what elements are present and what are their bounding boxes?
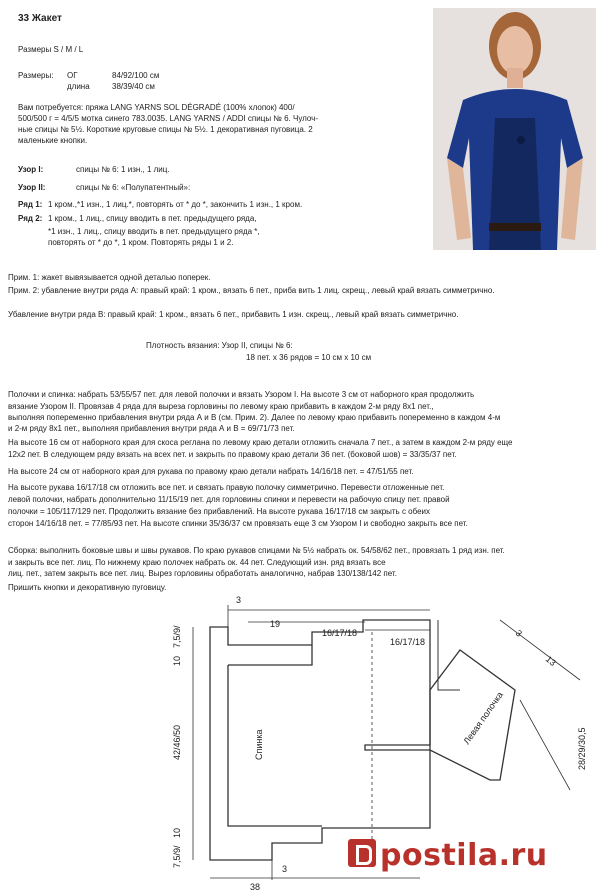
body-line: вязание Узором II. Провязав 4 ряда для выреза горловины по левому краю прибавить в каждом 2-м ряду 8x1 пет., bbox=[8, 402, 434, 411]
dim-7-5-9-bottom: 7,5/9/ bbox=[172, 845, 182, 868]
measure-label: Размеры: bbox=[18, 71, 54, 80]
row2-text: 1 кром., 1 лиц., спицу вводить в пет. предыдущего ряда, bbox=[48, 214, 257, 223]
dim-28-29-30-5: 28/29/30,5 bbox=[577, 727, 587, 770]
density-value: 18 пет. х 36 рядов = 10 см х 10 см bbox=[246, 353, 372, 362]
page-title: 33 Жакет bbox=[18, 13, 62, 24]
dim-19: 19 bbox=[270, 619, 281, 629]
note-3: Убавление внутри ряда В: правый край: 1 кром., вязать 6 пет., прибавить 1 изн. скрещ., левый край вязать симметрично. bbox=[8, 310, 459, 319]
dim-16-17-18-top: 16/17/18 bbox=[322, 628, 358, 638]
row1-text: 1 кром.,*1 изн., 1 лиц.*, повторять от * до *, закончить 1 изн., 1 кром. bbox=[48, 200, 303, 209]
body-line: 12x2 пет. В следующем ряду вязать на всех пет. и закрыть по правому краю детали 36 пет. (боковой шов) = 33/35/37 пет. bbox=[8, 450, 457, 459]
pattern1-label: Узор I: bbox=[18, 165, 44, 174]
assembly-line: Пришить кнопки и декоративную пуговицу. bbox=[8, 583, 167, 592]
body-line: На высоте рукава 16/17/18 см отложить все пет. и связать правую полочку симметрично. Перевести отложенные пет. bbox=[8, 483, 445, 492]
body-line: полочки = 105/117/129 пет. Продолжить вязание без прибавлений. На высоте рукава 16/17/18 см закрыть с обеих bbox=[8, 507, 431, 516]
materials-line: ные спицы № 5½. Короткие круговые спицы № 5½. 1 декоративная пуговица. 2 bbox=[18, 125, 313, 134]
dim-3-right: 3 bbox=[513, 627, 524, 639]
dim-38: 38 bbox=[250, 882, 261, 892]
dim-16-17-18-mid: 16/17/18 bbox=[390, 637, 426, 647]
dim-7-5-9-top: 7,5/9/ bbox=[172, 625, 182, 648]
body-line: левой полочки, набрать дополнительно 11/15/19 пет. для горловины спинки и перевести на рабочую спицу пет. правой bbox=[8, 495, 450, 504]
dim-3-top: 3 bbox=[236, 595, 242, 605]
row2-label: Ряд 2: bbox=[18, 214, 43, 223]
note-1: Прим. 1: жакет вывязывается одной деталью поперек. bbox=[8, 273, 211, 282]
assembly-line: Сборка: выполнить боковые швы и швы рукавов. По краю рукавов спицами № 5½ набрать ок. 54/58/62 пет., провязать 1 ряд изн. пет. bbox=[8, 546, 505, 555]
dim-13: 13 bbox=[543, 653, 558, 668]
body-line: и 2-м ряду 8x1 пет., выполняя прибавления внутри ряда А и В = 69/71/73 пет. bbox=[8, 424, 295, 433]
row1-label: Ряд 1: bbox=[18, 200, 43, 209]
body-line: На высоте 16 см от наборного края для скоса реглана по левому краю детали отложить сначала 7 пет., а затем в каждом 2-м ряду еще bbox=[8, 438, 513, 447]
pattern1-text: спицы № 6: 1 изн., 1 лиц. bbox=[76, 165, 170, 174]
materials-line: Вам потребуется: пряжа LANG YARNS SOL DÉGRADÉ (100% хлопок) 400/ bbox=[18, 103, 295, 112]
dim-10-bottom: 10 bbox=[172, 827, 182, 838]
body-line: На высоте 24 см от наборного края для рукава по правому краю детали набрать 14/16/18 пет. = 47/51/55 пет. bbox=[8, 467, 414, 476]
assembly-line: лиц. пет., затем закрыть все пет. лиц. Вырез горловины обработать аналогично, набрав 130/138/142 пет. bbox=[8, 569, 397, 578]
measure-og: ОГ bbox=[67, 71, 78, 80]
row2-text-c: повторять от * до *, 1 кром. Повторять ряды 1 и 2. bbox=[48, 238, 234, 247]
watermark bbox=[348, 838, 548, 873]
body-line: Полочки и спинка: набрать 53/55/57 пет. для левой полочки и вязать Узором I. На высоте 3 см от наборного края продолжить bbox=[8, 390, 475, 399]
measure-og-value: 84/92/100 см bbox=[112, 71, 160, 80]
body-line: выполняя попеременно прибавления внутри ряда А и В (см. Прим. 2). Далее по левому краю прибавить попеременно в каждом 4-м bbox=[8, 413, 501, 422]
materials-line: 500/500 г = 4/5/5 мотка синего 783.0035. LANG YARNS / ADDI спицы № 6. Чулоч- bbox=[18, 114, 319, 123]
postila-logo-icon bbox=[348, 839, 376, 867]
note-2: Прим. 2: убавление внутри ряда А: правый край: 1 кром., вязать 6 пет., приба вить 1 лиц. скрещ., левый край вязать симметрично. bbox=[8, 286, 495, 295]
dim-10-top: 10 bbox=[172, 655, 182, 666]
measure-len: длина bbox=[67, 82, 90, 91]
pattern2-text: спицы № 6: «Полупатентный»: bbox=[76, 183, 191, 192]
left-front-piece-outline bbox=[365, 650, 515, 780]
assembly-line: и закрыть все пет. лиц. По нижнему краю полочек набрать ок. 44 пет. Следующий изн. ряд вязать все bbox=[8, 558, 386, 567]
density-line: Плотность вязания: Узор II, спицы № 6: bbox=[146, 341, 293, 350]
body-line: сторон 14/16/18 пет. = 77/85/93 пет. На высоте спинки 35/36/37 см провязать еще 3 см Узором I и свободно закрыть все пет. bbox=[8, 519, 468, 528]
dim-42-46-50: 42/46/50 bbox=[172, 724, 182, 760]
back-piece-outline bbox=[210, 620, 430, 860]
label-left-front: Левая полочка bbox=[461, 689, 506, 747]
pattern2-label: Узор II: bbox=[18, 183, 46, 192]
label-back: Спинка bbox=[254, 729, 264, 760]
sizes-line: Размеры S / M / L bbox=[18, 45, 84, 54]
dim-3-bottom: 3 bbox=[282, 864, 288, 874]
materials-line: маленькие кнопки. bbox=[18, 136, 88, 145]
measure-len-value: 38/39/40 см bbox=[112, 82, 155, 91]
watermark-text: postila.ru bbox=[380, 838, 548, 873]
row2-text-b: *1 изн., 1 лиц., спицу вводить в пет. предыдущего ряда *, bbox=[48, 227, 260, 236]
